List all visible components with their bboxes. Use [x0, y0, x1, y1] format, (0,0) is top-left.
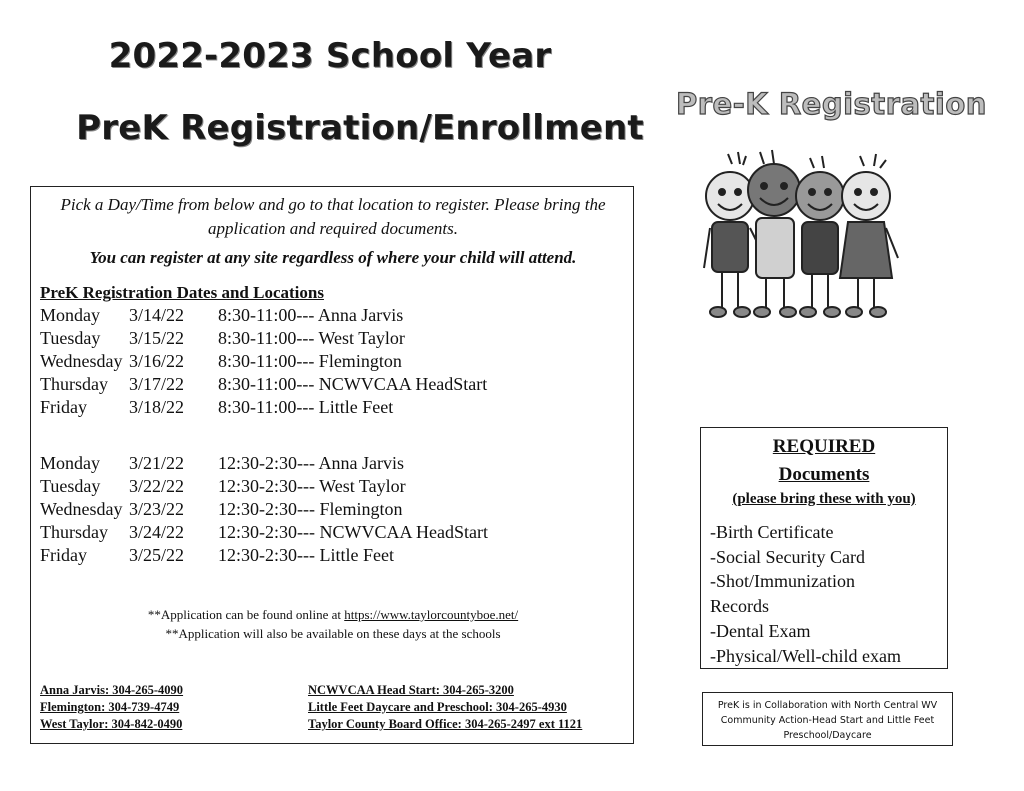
- schedule-day: Wednesday: [40, 499, 123, 519]
- registration-info-box: [30, 186, 634, 744]
- schedule-date: 3/22/22: [129, 476, 185, 496]
- contact-board-office: Taylor County Board Office: 304-265-2497 ext 1121: [308, 717, 583, 731]
- schedule-date: 3/17/22: [129, 374, 185, 394]
- required-documents-box: [700, 427, 948, 669]
- schedule-date: 3/14/22: [129, 305, 185, 325]
- schedule-time-location: 12:30-2:30--- Little Feet: [218, 545, 394, 565]
- required-item: Records: [710, 596, 769, 616]
- required-item: -Dental Exam: [710, 621, 811, 641]
- schedule-day: Tuesday: [40, 476, 101, 496]
- note-prefix: **Application can be found online at: [147, 607, 345, 622]
- contact-little-feet: Little Feet Daycare and Preschool: 304-265-4930: [308, 700, 567, 714]
- schedule-day: Friday: [40, 545, 87, 565]
- application-schools-note: **Application will also be available on these days at the schools: [165, 626, 501, 641]
- schedule-date: 3/25/22: [129, 545, 185, 565]
- required-item: -Social Security Card: [710, 547, 865, 567]
- schedule-date: 3/24/22: [129, 522, 185, 542]
- logo-text: Pre-K Registration: [676, 87, 987, 121]
- contact-anna-jarvis: Anna Jarvis: 304-265-4090: [40, 683, 184, 697]
- schedule-date: 3/18/22: [129, 397, 185, 417]
- page-title-year: 2022-2023 School Year: [108, 36, 552, 76]
- schedule-time-location: 8:30-11:00--- Little Feet: [218, 397, 394, 417]
- required-title: REQUIRED: [772, 436, 876, 457]
- register-anywhere-notice: You can register at any site regardless of where your child will attend.: [89, 248, 577, 267]
- schedule-time-location: 8:30-11:00--- Flemington: [218, 351, 402, 371]
- prek-registration-logo: [674, 80, 987, 130]
- schedule-day: Wednesday: [40, 351, 123, 371]
- required-item: -Physical/Well-child exam: [710, 646, 901, 666]
- schedule-time-location: 12:30-2:30--- Flemington: [218, 499, 403, 519]
- page-title: PreK Registration/Enrollment: [76, 108, 644, 148]
- required-item: -Birth Certificate: [710, 522, 834, 542]
- schedule-day: Tuesday: [40, 328, 101, 348]
- documents-title: Documents: [778, 464, 870, 485]
- contact-west-taylor: West Taylor: 304-842-0490: [40, 717, 183, 731]
- schedule-date: 3/23/22: [129, 499, 185, 519]
- schedule-time-location: 8:30-11:00--- Anna Jarvis: [218, 305, 404, 325]
- contact-ncwvcaa: NCWVCAA Head Start: 304-265-3200: [308, 683, 514, 697]
- schedule-time-location: 8:30-11:00--- West Taylor: [218, 328, 405, 348]
- schedule-day: Thursday: [40, 522, 108, 542]
- collaboration-text: PreK is in Collaboration with North Central WV Community Action-Head Start and Little Feet Preschool/Daycare: [717, 700, 938, 741]
- required-item: -Shot/Immunization: [710, 571, 855, 591]
- schedule-date: 3/16/22: [129, 351, 185, 371]
- required-subtitle: (please bring these with you): [732, 491, 916, 507]
- schedule-day: Monday: [40, 305, 100, 325]
- intro-text: Pick a Day/Time from below and go to that location to register. Please bring the application and required documents.: [60, 195, 606, 238]
- application-link[interactable]: https://www.taylorcountyboe.net/: [344, 607, 519, 622]
- schedule-heading: PreK Registration Dates and Locations: [40, 283, 324, 302]
- schedule-day: Monday: [40, 453, 100, 473]
- children-illustration: [700, 144, 910, 334]
- schedule-day: Thursday: [40, 374, 108, 394]
- schedule-date: 3/21/22: [129, 453, 185, 473]
- application-online-note: [31, 607, 635, 623]
- contact-flemington: Flemington: 304-739-4749: [40, 700, 180, 714]
- schedule-time-location: 12:30-2:30--- West Taylor: [218, 476, 406, 496]
- schedule-time-location: 8:30-11:00--- NCWVCAA HeadStart: [218, 374, 488, 394]
- schedule-time-location: 12:30-2:30--- Anna Jarvis: [218, 453, 404, 473]
- schedule-time-location: 12:30-2:30--- NCWVCAA HeadStart: [218, 522, 488, 542]
- collaboration-box: [702, 692, 953, 746]
- schedule-date: 3/15/22: [129, 328, 185, 348]
- schedule-day: Friday: [40, 397, 87, 417]
